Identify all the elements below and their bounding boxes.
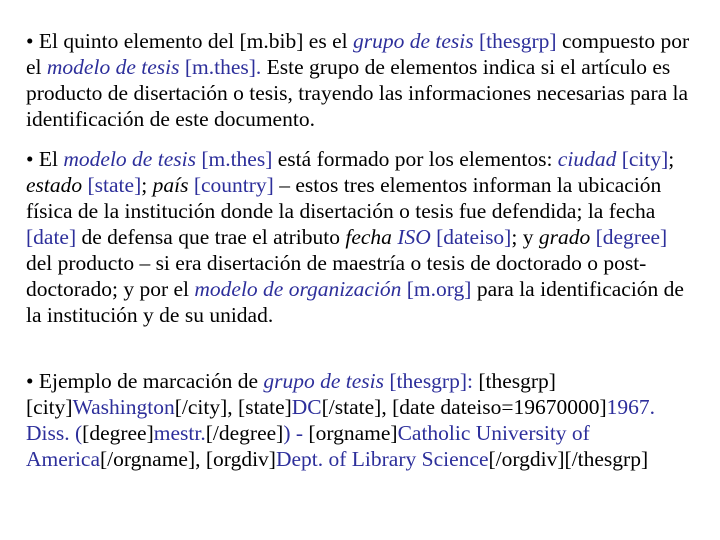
- tag-dateiso: [dateiso]: [430, 225, 512, 249]
- tag-orgdiv: [orgdiv]: [205, 447, 276, 471]
- value-state: DC: [291, 395, 322, 419]
- term-fecha: fecha: [345, 225, 398, 249]
- tag-state: [state]: [238, 395, 292, 419]
- paragraph-markup-example: [26, 368, 690, 472]
- text-run: para la identificación de la institución y de su unidad.: [26, 277, 684, 327]
- tag-close-orgdiv-thesgrp: [/orgdiv][/thesgrp]: [488, 447, 649, 471]
- text-run: ,: [227, 395, 239, 419]
- tag-date-dateiso: [date dateiso=19670000]: [392, 395, 607, 419]
- tag-close-orgname: [/orgname]: [100, 447, 196, 471]
- term-modelo-de-tesis: modelo de tesis: [46, 55, 180, 79]
- tag-thesgrp: [thesgrp]:: [384, 369, 473, 393]
- value-degree: mestr.: [153, 421, 206, 445]
- text-run: – estos tres elementos informan la ubicación física de la institución donde la disertación o tesis fue defendida; la fecha: [26, 173, 662, 223]
- term-grado: grado: [538, 225, 591, 249]
- tag-close-degree: [/degree]: [205, 421, 284, 445]
- value-orgname: Catholic University of America: [26, 421, 590, 471]
- tag-city: [city]: [616, 147, 669, 171]
- tag-close-state: [/state]: [321, 395, 382, 419]
- tag-country: [country]: [188, 173, 274, 197]
- text-run: de defensa que trae el atributo: [76, 225, 346, 249]
- tag-state: [state]: [82, 173, 142, 197]
- text-run: Este grupo de elementos indica si el artículo es producto de disertación o tesis, trayendo las informaciones necesarias para la identificación de este documento.: [26, 55, 689, 131]
- text-run: ; y: [511, 225, 539, 249]
- tag-m-org: [m.org]: [401, 277, 472, 301]
- tag-close-city: [/city]: [174, 395, 228, 419]
- term-ciudad: ciudad: [557, 147, 617, 171]
- text-run: ,: [381, 395, 393, 419]
- text-run: ) -: [283, 421, 309, 445]
- term-modelo-de-tesis: modelo de tesis: [63, 147, 196, 171]
- tag-m-thes: [m.thes].: [179, 55, 262, 79]
- term-modelo-de-organizacion: modelo de organización: [194, 277, 402, 301]
- text-run: del producto – si era disertación de maestría o tesis de doctorado o post-doctorado; y por el: [26, 251, 647, 301]
- tag-degree: [degree]: [82, 421, 154, 445]
- text-run: • El quinto elemento del [m.bib] es el: [26, 29, 353, 53]
- text-run: está formado por los elementos:: [272, 147, 558, 171]
- tag-m-thes: [m.thes]: [195, 147, 273, 171]
- text-run: • Ejemplo de marcación de: [26, 369, 264, 393]
- text-run: ,: [195, 447, 206, 471]
- text-run: • El: [26, 147, 64, 171]
- term-grupo-de-tesis: grupo de tesis: [263, 369, 385, 393]
- value-city: Washington: [72, 395, 175, 419]
- value-orgdiv: Dept. of Library Science: [275, 447, 489, 471]
- term-iso: ISO: [397, 225, 431, 249]
- tag-orgname: [orgname]: [308, 421, 398, 445]
- term-grupo-de-tesis: grupo de tesis: [352, 29, 474, 53]
- text-run: ;: [141, 173, 153, 197]
- text-run: compuesto por el: [26, 29, 690, 79]
- tag-date: [date]: [26, 225, 77, 249]
- tag-thesgrp: [thesgrp]: [473, 29, 557, 53]
- text-run: ;: [668, 147, 675, 171]
- value-date-diss: 1967. Diss. (: [26, 395, 655, 445]
- tag-degree: [degree]: [590, 225, 668, 249]
- paragraph-thesis-group: [26, 28, 690, 132]
- tag-thesgrp-city: [thesgrp][city]: [26, 369, 556, 419]
- term-estado: estado: [26, 173, 83, 197]
- term-pais: país: [152, 173, 189, 197]
- paragraph-thesis-model: [26, 146, 690, 328]
